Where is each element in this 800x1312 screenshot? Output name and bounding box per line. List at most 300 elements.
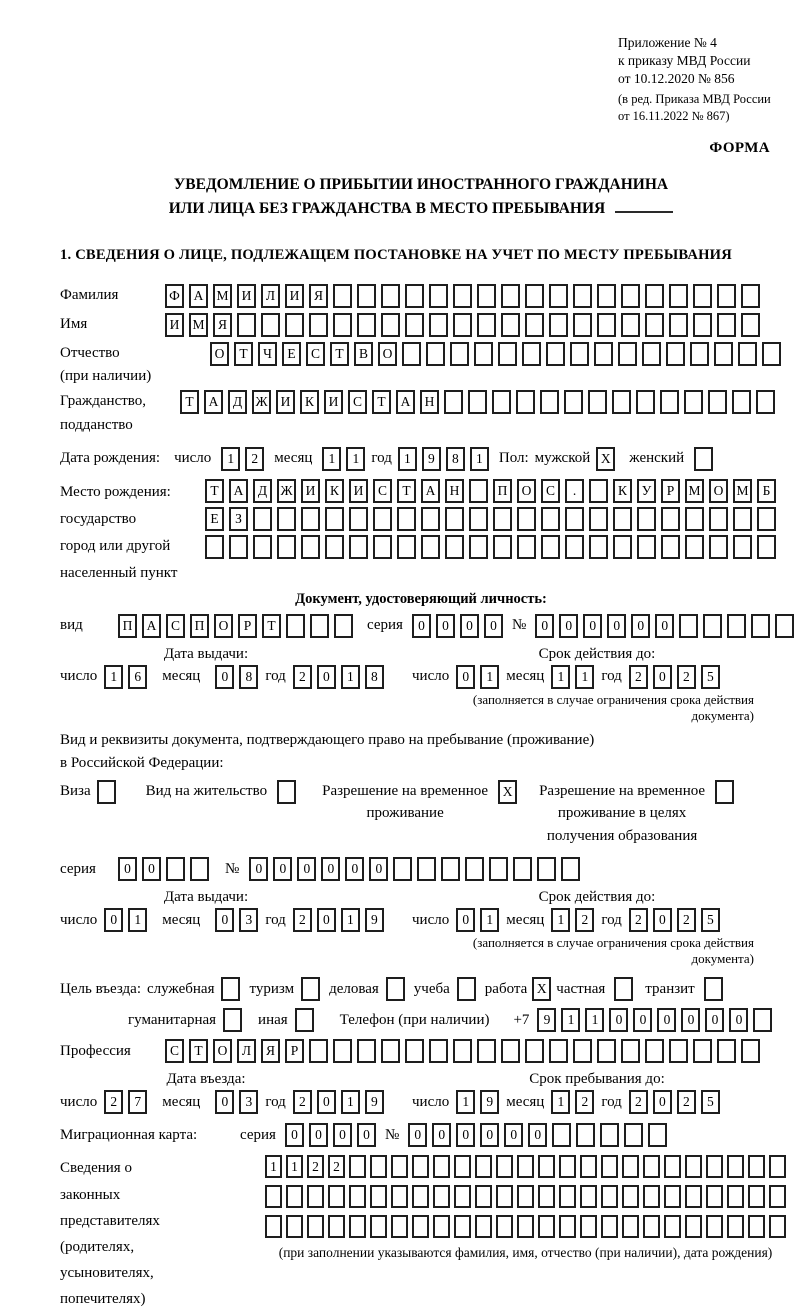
char-box[interactable] — [301, 507, 320, 531]
char-box[interactable]: 0 — [249, 857, 268, 881]
char-box[interactable]: П — [190, 614, 209, 638]
char-box[interactable] — [429, 1039, 448, 1063]
char-box[interactable] — [573, 284, 592, 308]
char-box[interactable]: Я — [309, 284, 328, 308]
char-box[interactable] — [328, 1215, 345, 1238]
char-box[interactable] — [261, 313, 280, 337]
char-box[interactable]: М — [733, 479, 752, 503]
char-box[interactable] — [573, 313, 592, 337]
char-box[interactable] — [229, 535, 248, 559]
char-box[interactable] — [496, 1185, 513, 1208]
char-box[interactable] — [637, 507, 656, 531]
char-box[interactable]: 7 — [128, 1090, 147, 1114]
char-box[interactable]: 1 — [575, 665, 594, 689]
char-box[interactable] — [621, 313, 640, 337]
id-doc-number-input[interactable] — [535, 614, 794, 638]
char-box[interactable] — [525, 284, 544, 308]
char-box[interactable]: 2 — [629, 1090, 648, 1114]
char-box[interactable] — [349, 1155, 366, 1178]
id-issue-year[interactable] — [293, 665, 384, 689]
char-box[interactable] — [286, 614, 305, 638]
char-box[interactable]: 2 — [677, 665, 696, 689]
char-box[interactable] — [496, 1155, 513, 1178]
char-box[interactable] — [433, 1155, 450, 1178]
char-box[interactable] — [594, 342, 613, 366]
char-box[interactable] — [669, 313, 688, 337]
purpose-official-checkbox[interactable] — [221, 977, 240, 1001]
citizenship-input[interactable] — [180, 390, 775, 414]
char-box[interactable] — [613, 535, 632, 559]
char-box[interactable]: 0 — [357, 1123, 376, 1147]
char-box[interactable] — [501, 313, 520, 337]
char-box[interactable] — [589, 507, 608, 531]
char-box[interactable] — [454, 1155, 471, 1178]
char-box[interactable] — [493, 507, 512, 531]
char-box[interactable] — [402, 342, 421, 366]
char-box[interactable]: 1 — [341, 665, 360, 689]
char-box[interactable]: М — [685, 479, 704, 503]
char-box[interactable] — [381, 1039, 400, 1063]
char-box[interactable]: 0 — [460, 614, 479, 638]
char-box[interactable] — [645, 1039, 664, 1063]
char-box[interactable] — [693, 313, 712, 337]
char-box[interactable] — [580, 1185, 597, 1208]
char-box[interactable]: 9 — [480, 1090, 499, 1114]
char-box[interactable] — [733, 535, 752, 559]
birth-day-input[interactable] — [221, 447, 264, 471]
residence-issue-year[interactable] — [293, 908, 384, 932]
char-box[interactable] — [417, 857, 436, 881]
char-box[interactable] — [349, 1215, 366, 1238]
char-box[interactable] — [757, 535, 776, 559]
char-box[interactable]: 1 — [585, 1008, 604, 1032]
char-box[interactable]: С — [166, 614, 185, 638]
char-box[interactable] — [333, 284, 352, 308]
char-box[interactable] — [642, 342, 661, 366]
char-box[interactable] — [597, 284, 616, 308]
char-box[interactable]: 0 — [609, 1008, 628, 1032]
residence-expiry-day[interactable] — [456, 908, 499, 932]
char-box[interactable] — [565, 507, 584, 531]
representatives-row2[interactable] — [265, 1185, 786, 1208]
char-box[interactable] — [748, 1155, 765, 1178]
char-box[interactable] — [597, 313, 616, 337]
char-box[interactable]: 8 — [446, 447, 465, 471]
char-box[interactable] — [421, 507, 440, 531]
char-box[interactable] — [573, 1039, 592, 1063]
residence-expiry-year[interactable] — [629, 908, 720, 932]
char-box[interactable]: Д — [253, 479, 272, 503]
char-box[interactable] — [393, 857, 412, 881]
char-box[interactable] — [614, 977, 633, 1001]
char-box[interactable] — [685, 1215, 702, 1238]
char-box[interactable] — [559, 1215, 576, 1238]
char-box[interactable] — [549, 284, 568, 308]
char-box[interactable] — [546, 342, 565, 366]
purpose-study-checkbox[interactable] — [457, 977, 476, 1001]
char-box[interactable] — [769, 1185, 786, 1208]
char-box[interactable]: 2 — [245, 447, 264, 471]
char-box[interactable] — [738, 342, 757, 366]
char-box[interactable] — [775, 614, 794, 638]
char-box[interactable] — [669, 1039, 688, 1063]
char-box[interactable] — [453, 313, 472, 337]
char-box[interactable]: И — [349, 479, 368, 503]
char-box[interactable]: 1 — [480, 665, 499, 689]
char-box[interactable] — [496, 1215, 513, 1238]
char-box[interactable]: А — [189, 284, 208, 308]
char-box[interactable] — [525, 1039, 544, 1063]
char-box[interactable] — [570, 342, 589, 366]
char-box[interactable] — [445, 535, 464, 559]
visa-checkbox[interactable] — [97, 780, 116, 804]
char-box[interactable] — [357, 313, 376, 337]
char-box[interactable] — [538, 1155, 555, 1178]
char-box[interactable]: Ж — [252, 390, 271, 414]
purpose-tourism-checkbox[interactable] — [301, 977, 320, 1001]
char-box[interactable] — [205, 535, 224, 559]
char-box[interactable] — [412, 1185, 429, 1208]
residence-series-input[interactable] — [118, 857, 209, 881]
char-box[interactable]: Т — [262, 614, 281, 638]
char-box[interactable]: X — [596, 447, 615, 471]
char-box[interactable] — [717, 1039, 736, 1063]
char-box[interactable]: У — [637, 479, 656, 503]
char-box[interactable] — [454, 1215, 471, 1238]
char-box[interactable] — [190, 857, 209, 881]
char-box[interactable] — [762, 342, 781, 366]
char-box[interactable] — [706, 1155, 723, 1178]
char-box[interactable] — [576, 1123, 595, 1147]
char-box[interactable] — [405, 313, 424, 337]
char-box[interactable]: К — [300, 390, 319, 414]
id-issue-month[interactable] — [215, 665, 258, 689]
char-box[interactable]: 1 — [346, 447, 365, 471]
char-box[interactable]: Т — [372, 390, 391, 414]
char-box[interactable] — [541, 535, 560, 559]
birth-month-input[interactable] — [322, 447, 365, 471]
char-box[interactable] — [559, 1185, 576, 1208]
char-box[interactable] — [661, 535, 680, 559]
char-box[interactable]: 0 — [633, 1008, 652, 1032]
char-box[interactable] — [453, 1039, 472, 1063]
char-box[interactable] — [685, 507, 704, 531]
char-box[interactable]: Ф — [165, 284, 184, 308]
stay-day[interactable] — [456, 1090, 499, 1114]
sex-female-checkbox[interactable] — [694, 447, 713, 471]
char-box[interactable] — [333, 313, 352, 337]
entry-month[interactable] — [215, 1090, 258, 1114]
char-box[interactable]: 9 — [537, 1008, 556, 1032]
purpose-transit-checkbox[interactable] — [704, 977, 723, 1001]
char-box[interactable] — [597, 1039, 616, 1063]
char-box[interactable]: 0 — [309, 1123, 328, 1147]
char-box[interactable]: Т — [189, 1039, 208, 1063]
char-box[interactable] — [559, 1155, 576, 1178]
char-box[interactable]: К — [325, 479, 344, 503]
char-box[interactable]: 0 — [215, 1090, 234, 1114]
char-box[interactable] — [421, 535, 440, 559]
patronymic-input[interactable] — [210, 342, 781, 366]
id-expiry-day[interactable] — [456, 665, 499, 689]
id-issue-day[interactable] — [104, 665, 147, 689]
char-box[interactable]: 0 — [104, 908, 123, 932]
char-box[interactable]: И — [165, 313, 184, 337]
char-box[interactable]: 0 — [321, 857, 340, 881]
char-box[interactable] — [301, 977, 320, 1001]
char-box[interactable] — [441, 857, 460, 881]
char-box[interactable] — [564, 390, 583, 414]
char-box[interactable] — [334, 614, 353, 638]
char-box[interactable]: 2 — [293, 1090, 312, 1114]
char-box[interactable] — [450, 342, 469, 366]
char-box[interactable] — [391, 1215, 408, 1238]
char-box[interactable] — [522, 342, 541, 366]
char-box[interactable] — [397, 535, 416, 559]
char-box[interactable]: 3 — [239, 908, 258, 932]
char-box[interactable] — [475, 1155, 492, 1178]
char-box[interactable] — [386, 977, 405, 1001]
char-box[interactable] — [301, 535, 320, 559]
char-box[interactable] — [685, 535, 704, 559]
char-box[interactable]: Т — [330, 342, 349, 366]
char-box[interactable] — [733, 507, 752, 531]
char-box[interactable]: С — [373, 479, 392, 503]
char-box[interactable] — [622, 1155, 639, 1178]
char-box[interactable] — [741, 1039, 760, 1063]
char-box[interactable] — [727, 1185, 744, 1208]
char-box[interactable] — [690, 342, 709, 366]
char-box[interactable]: Д — [228, 390, 247, 414]
char-box[interactable]: 0 — [408, 1123, 427, 1147]
char-box[interactable] — [474, 342, 493, 366]
char-box[interactable]: 3 — [239, 1090, 258, 1114]
char-box[interactable]: 0 — [215, 665, 234, 689]
char-box[interactable] — [397, 507, 416, 531]
char-box[interactable]: 2 — [293, 908, 312, 932]
char-box[interactable] — [333, 1039, 352, 1063]
char-box[interactable] — [286, 1215, 303, 1238]
char-box[interactable]: 1 — [551, 665, 570, 689]
char-box[interactable] — [643, 1215, 660, 1238]
char-box[interactable] — [454, 1185, 471, 1208]
char-box[interactable]: 0 — [705, 1008, 724, 1032]
char-box[interactable]: Ж — [277, 479, 296, 503]
char-box[interactable] — [223, 1008, 242, 1032]
temp-residence-checkbox[interactable] — [498, 780, 517, 804]
char-box[interactable] — [648, 1123, 667, 1147]
char-box[interactable] — [412, 1155, 429, 1178]
char-box[interactable] — [714, 342, 733, 366]
char-box[interactable] — [645, 284, 664, 308]
char-box[interactable]: 0 — [653, 908, 672, 932]
char-box[interactable] — [715, 780, 734, 804]
char-box[interactable] — [517, 1215, 534, 1238]
char-box[interactable] — [265, 1215, 282, 1238]
char-box[interactable]: О — [214, 614, 233, 638]
residence-expiry-month[interactable] — [551, 908, 594, 932]
stay-month[interactable] — [551, 1090, 594, 1114]
char-box[interactable]: 0 — [345, 857, 364, 881]
char-box[interactable]: Т — [205, 479, 224, 503]
char-box[interactable] — [517, 535, 536, 559]
char-box[interactable] — [538, 1215, 555, 1238]
char-box[interactable] — [693, 284, 712, 308]
char-box[interactable] — [517, 1185, 534, 1208]
char-box[interactable]: Я — [261, 1039, 280, 1063]
migration-series-input[interactable] — [285, 1123, 376, 1147]
char-box[interactable]: С — [348, 390, 367, 414]
char-box[interactable]: 0 — [653, 665, 672, 689]
char-box[interactable]: 1 — [470, 447, 489, 471]
char-box[interactable] — [370, 1215, 387, 1238]
purpose-work-checkbox[interactable] — [532, 977, 551, 1001]
char-box[interactable]: А — [396, 390, 415, 414]
char-box[interactable] — [549, 313, 568, 337]
char-box[interactable] — [373, 507, 392, 531]
char-box[interactable] — [600, 1123, 619, 1147]
stay-year[interactable] — [629, 1090, 720, 1114]
char-box[interactable] — [477, 313, 496, 337]
char-box[interactable]: 0 — [369, 857, 388, 881]
char-box[interactable] — [622, 1215, 639, 1238]
char-box[interactable] — [277, 535, 296, 559]
char-box[interactable]: 0 — [528, 1123, 547, 1147]
char-box[interactable] — [601, 1215, 618, 1238]
birth-year-input[interactable] — [398, 447, 489, 471]
char-box[interactable] — [589, 535, 608, 559]
char-box[interactable]: 6 — [128, 665, 147, 689]
char-box[interactable]: 0 — [215, 908, 234, 932]
char-box[interactable] — [703, 614, 722, 638]
char-box[interactable] — [97, 780, 116, 804]
char-box[interactable] — [694, 447, 713, 471]
char-box[interactable]: Р — [661, 479, 680, 503]
char-box[interactable]: 2 — [575, 1090, 594, 1114]
char-box[interactable]: 1 — [221, 447, 240, 471]
char-box[interactable]: 1 — [341, 1090, 360, 1114]
char-box[interactable]: 0 — [583, 614, 602, 638]
char-box[interactable]: 5 — [701, 665, 720, 689]
char-box[interactable] — [643, 1185, 660, 1208]
char-box[interactable]: Т — [234, 342, 253, 366]
firstname-input[interactable] — [165, 313, 760, 337]
char-box[interactable]: 0 — [317, 908, 336, 932]
char-box[interactable] — [433, 1215, 450, 1238]
char-box[interactable]: О — [210, 342, 229, 366]
char-box[interactable] — [732, 390, 751, 414]
char-box[interactable] — [475, 1215, 492, 1238]
char-box[interactable] — [477, 284, 496, 308]
char-box[interactable] — [516, 390, 535, 414]
char-box[interactable] — [286, 1185, 303, 1208]
char-box[interactable] — [166, 857, 185, 881]
char-box[interactable] — [541, 507, 560, 531]
char-box[interactable] — [637, 535, 656, 559]
char-box[interactable]: А — [421, 479, 440, 503]
id-expiry-month[interactable] — [551, 665, 594, 689]
birth-place-row3[interactable] — [205, 535, 776, 559]
char-box[interactable]: И — [324, 390, 343, 414]
char-box[interactable] — [727, 1155, 744, 1178]
id-doc-type-input[interactable] — [118, 614, 353, 638]
char-box[interactable] — [748, 1215, 765, 1238]
char-box[interactable] — [613, 507, 632, 531]
char-box[interactable] — [769, 1215, 786, 1238]
char-box[interactable]: 1 — [265, 1155, 282, 1178]
char-box[interactable] — [706, 1185, 723, 1208]
char-box[interactable] — [540, 390, 559, 414]
char-box[interactable] — [517, 1155, 534, 1178]
char-box[interactable] — [679, 614, 698, 638]
birth-place-row1[interactable] — [205, 479, 776, 503]
char-box[interactable] — [457, 977, 476, 1001]
char-box[interactable] — [277, 780, 296, 804]
char-box[interactable]: А — [142, 614, 161, 638]
char-box[interactable] — [517, 507, 536, 531]
char-box[interactable] — [237, 313, 256, 337]
char-box[interactable] — [453, 284, 472, 308]
char-box[interactable]: М — [213, 284, 232, 308]
char-box[interactable] — [429, 284, 448, 308]
char-box[interactable]: Ч — [258, 342, 277, 366]
char-box[interactable]: 0 — [297, 857, 316, 881]
surname-input[interactable] — [165, 284, 760, 308]
entry-year[interactable] — [293, 1090, 384, 1114]
char-box[interactable]: И — [237, 284, 256, 308]
char-box[interactable]: 0 — [412, 614, 431, 638]
char-box[interactable] — [412, 1215, 429, 1238]
char-box[interactable] — [405, 1039, 424, 1063]
char-box[interactable]: 1 — [398, 447, 417, 471]
char-box[interactable] — [706, 1215, 723, 1238]
char-box[interactable] — [664, 1155, 681, 1178]
residence-issue-day[interactable] — [104, 908, 147, 932]
char-box[interactable]: В — [354, 342, 373, 366]
char-box[interactable] — [285, 313, 304, 337]
char-box[interactable]: 1 — [551, 1090, 570, 1114]
char-box[interactable] — [741, 313, 760, 337]
char-box[interactable] — [325, 535, 344, 559]
char-box[interactable]: К — [613, 479, 632, 503]
char-box[interactable]: 0 — [484, 614, 503, 638]
char-box[interactable] — [727, 614, 746, 638]
char-box[interactable]: П — [493, 479, 512, 503]
char-box[interactable]: 0 — [317, 665, 336, 689]
char-box[interactable] — [769, 1155, 786, 1178]
char-box[interactable] — [405, 284, 424, 308]
char-box[interactable]: 5 — [701, 1090, 720, 1114]
id-doc-series-input[interactable] — [412, 614, 503, 638]
char-box[interactable] — [708, 390, 727, 414]
char-box[interactable] — [751, 614, 770, 638]
char-box[interactable] — [309, 1039, 328, 1063]
char-box[interactable]: И — [285, 284, 304, 308]
char-box[interactable] — [538, 1185, 555, 1208]
temp-residence-edu-checkbox[interactable] — [715, 780, 734, 804]
char-box[interactable] — [636, 390, 655, 414]
char-box[interactable]: 0 — [432, 1123, 451, 1147]
char-box[interactable]: . — [565, 479, 584, 503]
char-box[interactable] — [307, 1215, 324, 1238]
char-box[interactable] — [612, 390, 631, 414]
char-box[interactable] — [493, 535, 512, 559]
char-box[interactable]: 0 — [480, 1123, 499, 1147]
char-box[interactable]: 8 — [239, 665, 258, 689]
char-box[interactable]: Р — [238, 614, 257, 638]
char-box[interactable] — [295, 1008, 314, 1032]
char-box[interactable]: 0 — [653, 1090, 672, 1114]
